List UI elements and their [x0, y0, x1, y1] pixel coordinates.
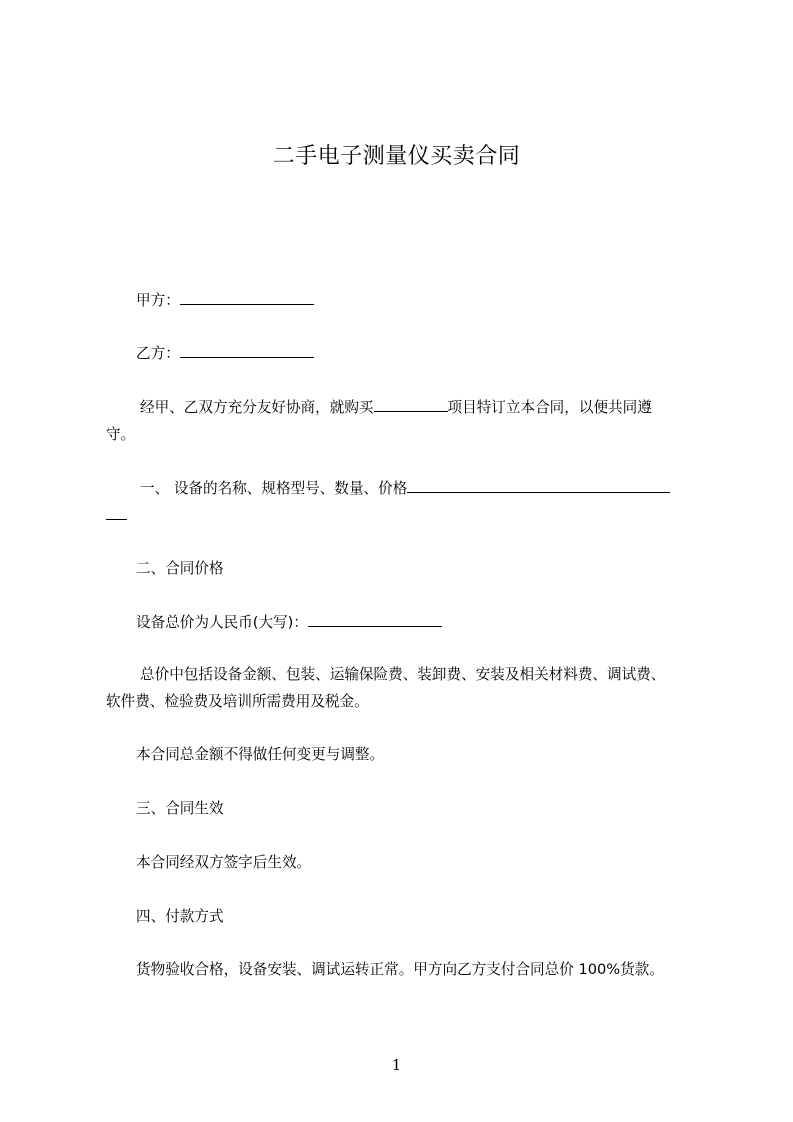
party-a-blank: [180, 290, 314, 305]
effective-clause: 本合同经双方签字后生效。: [136, 854, 312, 871]
total-price-line: [136, 612, 442, 634]
party-a-line: [136, 290, 314, 312]
party-a-label: 甲方：: [136, 292, 180, 309]
section-3-heading: 三、合同生效: [136, 800, 224, 817]
party-b-blank: [180, 343, 314, 358]
total-price-label: 设备总价为人民币(大写)：: [136, 614, 308, 631]
party-b-label: 乙方：: [136, 345, 180, 362]
section-1-heading: 一、 设备的名称、规格型号、数量、价格: [140, 480, 408, 497]
equipment-blank-continued: [106, 505, 127, 520]
section-4-heading: 四、付款方式: [136, 908, 224, 925]
price-includes-line-1: 总价中包括设备金额、包装、运输保险费、装卸费、安装及相关材料费、调试费、: [140, 666, 666, 683]
section-2-heading: 二、合同价格: [136, 560, 224, 577]
section-1-heading-line: [140, 478, 670, 500]
project-blank: [374, 397, 448, 412]
intro-text-after: 项目特订立本合同，以便共同遵: [447, 399, 652, 416]
page-number: 1: [391, 1056, 402, 1074]
intro-line-2: [106, 424, 135, 446]
section-1-heading-wrap: [106, 505, 127, 527]
intro-text-before: 经甲、乙双方充分友好协商，就购买: [140, 399, 374, 416]
equipment-blank: [407, 478, 670, 493]
intro-line-1: [140, 397, 652, 419]
no-change-clause: 本合同总金额不得做任何变更与调整。: [136, 746, 385, 763]
party-b-line: [136, 343, 314, 365]
price-includes-line-2: 软件费、检验费及培训所需费用及税金。: [106, 693, 369, 710]
payment-clause: 货物验收合格，设备安装、调试运转正常。甲方向乙方支付合同总价 100%货款。: [136, 961, 664, 978]
document-title: 二手电子测量仪买卖合同: [272, 144, 521, 169]
total-price-blank: [308, 612, 442, 627]
intro-text-wrap: 守。: [106, 426, 136, 443]
